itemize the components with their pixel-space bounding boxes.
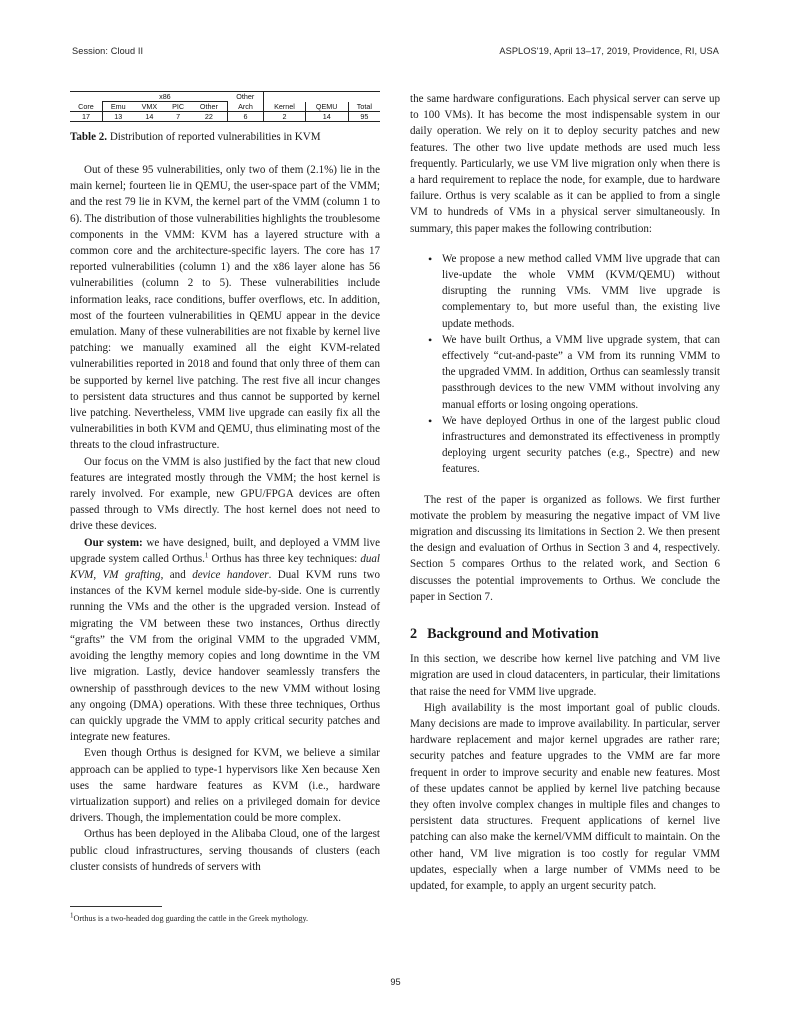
- right-column: [410, 91, 720, 894]
- table-cell: 14: [145, 112, 154, 121]
- table-header: PIC: [165, 102, 191, 112]
- paragraph: In this section, we describe how kernel live patching and VM live migration are used in cloud datacenters, in particular, their limitations that raise the need for VMM live upgrade.: [410, 653, 720, 698]
- footnote-text: Orthus is a two-headed dog guarding the cattle in the Greek mythology.: [73, 914, 309, 923]
- text-run: Orthus has three key techniques:: [208, 552, 361, 565]
- italic-term: device handover: [192, 569, 269, 582]
- table-cell: 13: [114, 112, 123, 121]
- page-number: 95: [390, 977, 401, 987]
- italic-term: dual KVM: [70, 552, 380, 582]
- footnote-rule: [70, 906, 162, 907]
- table-group-other: Other: [227, 92, 263, 102]
- list-item: • We have built Orthus, a VMM live upgrade system, that can effectively “cut-and-paste” a VM from its running VMM to the upgraded VMM. In addition, Orthus can seamlessly transit passthrough devices to the new VMM without involving any manual efforts or losing ongoing operations.: [442, 332, 720, 413]
- run-in-heading: Our system:: [84, 536, 143, 549]
- table-cell: 95: [360, 112, 369, 121]
- section-title: Background and Motivation: [427, 626, 599, 643]
- text-run: we have designed, built, and deployed a VMM live upgrade system called Orthus.: [70, 536, 380, 565]
- vulnerability-table: [70, 91, 380, 122]
- paragraph: Our focus on the VMM is also justified by the fact that new cloud features are integrated mostly through the VMM; the host kernel is rarely involved. For example, new GPU/FPGA devices are often passed through to VMs directly. The host kernel does not need to drive these devices.: [70, 455, 380, 533]
- paragraph: The rest of the paper is organized as follows. We first further motivate the problem by measuring the negative impact of VM live migration and discussing its limitations in Section 2. We then present the design and evaluation of Orthus in Section 3 and 4, respectively. Section 5 compares Orthus to the related work, and Section 6 discusses the potential improvements to Orthus. We conclude the paper in Section 7.: [410, 493, 720, 603]
- table-caption-label: Table 2.: [70, 131, 108, 143]
- left-column: [70, 91, 380, 875]
- table-header: QEMU: [305, 102, 348, 112]
- paragraph: Out of these 95 vulnerabilities, only two of them (2.1%) lie in the main kernel; fourteen lie in QEMU, the user-space part of the VMM; and the rest 79 lie in KVM, the kernel part of the VMM (column 1 to 6). The distribution of those vulnerabilities highlights the troublesome components in the VMM: KVM has a layered structure with a common core and the architecture-specific layers. The core has 17 reported vulnerabilities (column 1) and the x86 layer alone has 56 vulnerabilities (column 2 to 5). These vulnerabilities include information leaks, race conditions, buffer overflows, etc. In addition, most of the fourteen vulnerabilities in QEMU appear in the device emulation. Many of these vulnerabilities are not fixable by kernel live patching: we manually examined all the eight KVM-related vulnerabilities reported in 2018 and found that only three of them can be supported by kernel live patching. The rest five all incur changes to persistent data structures and thus cannot be supported by kernel live patching. Nevertheless, VMM live upgrade can easily fix all the vulnerabilities in both KVM and QEMU, thus eliminating most of the threats to the cloud infrastructure.: [70, 164, 380, 452]
- footnote-ref[interactable]: 1: [204, 551, 209, 560]
- table-group-x86: x86: [102, 92, 227, 102]
- table-header: Emu: [102, 102, 133, 112]
- table-header: Arch: [227, 102, 263, 112]
- table-header: VMX: [134, 102, 166, 112]
- table-header: Kernel: [264, 102, 306, 112]
- table-header: Core: [70, 102, 102, 112]
- paragraph: the same hardware configurations. Each physical server can serve up to 100 VMs). It has become the most indispensable system in our daily operation. We rely on it to deploy security patches and new features. The other two live update methods are used much less frequently. Particularly, we use VM live migration only when there is a hard requirement to replace the node, for example, due to hardware failure. Orthus is very scalable as it can be applied to from a single VM to hundreds of VMs in a physical server simultaneously. In summary, this paper makes the following contribution:: [410, 93, 720, 235]
- footnote-mark: 1: [70, 911, 74, 920]
- text-run: ,: [93, 569, 103, 582]
- italic-term: VM grafting: [102, 569, 161, 582]
- paragraph: Even though Orthus is designed for KVM, we believe a similar approach can be applied to type-1 hypervisors like Xen because Xen uses the same hardware features as KVM (i.e., hardware virtualization support) and relies on a privileged domain for device drivers. Though, the implementation could be more complex.: [70, 747, 380, 825]
- contribution-list: [410, 251, 720, 478]
- running-header-right: ASPLOS'19, April 13–17, 2019, Providence, RI, USA: [499, 46, 719, 56]
- table-cell: 22: [191, 112, 227, 122]
- text-run: . Dual KVM runs two instances of the KVM kernel module side-by-side. One is currently running the VMs and the other is the upgraded version. Instead of migrating the VM between these two instances, Orthus directly “grafts” the VM from the original VMM to the upgraded VMM, avoiding the lengthy memory copies and long downtime in the VM live migration. Lastly, device handover seamlessly transfers the ownership of passthrough devices to the new VMM without losing any ongoing (DMA) operations. With these three techniques, Orthus can quickly upgrade the VMM to apply critical security patches and integrate new features.: [70, 569, 380, 744]
- section-number: 2: [410, 626, 418, 643]
- list-item: • We have deployed Orthus in one of the largest public cloud infrastructures and demonstrated its effectiveness in promptly deploying urgent security patches (e.g., Spectre) and new features.: [442, 413, 720, 478]
- list-item: • We propose a new method called VMM live upgrade that can live-update the whole VMM (KVM/QEMU) without disrupting the running VMs. VMM live upgrade is complementary to, but more useful than, the existing live update methods.: [442, 251, 720, 332]
- text-run: , and: [160, 569, 193, 582]
- table-header: Other: [191, 102, 227, 112]
- paragraph: Orthus has been deployed in the Alibaba Cloud, one of the largest public cloud infrastructures, serving thousands of clusters (each cluster consists of hundreds of servers with: [70, 828, 380, 873]
- table-header: Total: [348, 102, 380, 112]
- table-caption-text: Distribution of reported vulnerabilities in KVM: [109, 131, 321, 143]
- table-cell: 6: [227, 112, 263, 122]
- table-cell: 17: [70, 112, 102, 122]
- table-cell: 14: [305, 112, 348, 122]
- table-caption: [70, 130, 380, 145]
- paragraph-our-system: [70, 535, 380, 746]
- table-cell: 2: [264, 112, 306, 122]
- table-cell: 7: [176, 112, 181, 121]
- running-header-left: Session: Cloud II: [72, 46, 144, 56]
- paragraph: High availability is the most important goal of public clouds. Many decisions are made to improve availability. In particular, server hardware replacement and major kernel upgrades are rather rare; security patches and feature upgrades to the VMM are far more frequent in order to improve security and enable new features. Most of these updates cannot be applied by kernel live patching because they often involve complex changes in multiple files and changes to persistent data structures. Frequent applications of kernel live patching can also make the kernel/VMM difficult to maintain. On the other hand, VM live migration is too costly for regular VMM updates, especially when a large number of VMMs need to be updated, for example, to apply an urgent security patch.: [410, 701, 720, 892]
- footnote: [70, 913, 390, 924]
- section-heading: [410, 625, 720, 643]
